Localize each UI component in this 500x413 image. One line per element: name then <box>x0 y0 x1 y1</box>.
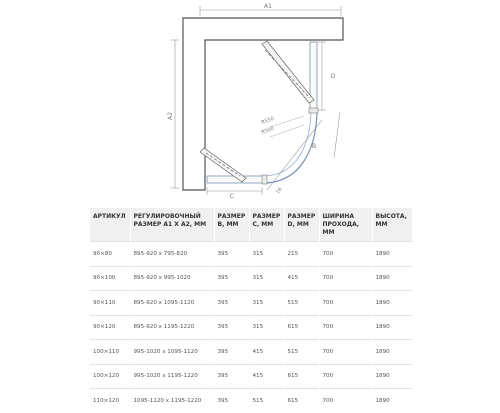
cell-passage-width: 700 <box>319 266 372 291</box>
cell-passage-width: 700 <box>319 389 372 413</box>
cell-adjust-size: 995-1020 x 1195-1220 <box>130 364 214 389</box>
cell-size-c: 415 <box>249 364 284 389</box>
header-size-c: РАЗМЕР C, ММ <box>249 208 284 242</box>
header-size-b: РАЗМЕР B, ММ <box>214 208 249 242</box>
dimension-d <box>318 42 326 110</box>
cell-article: 90×80 <box>90 242 130 267</box>
cell-height: 1890 <box>372 315 412 340</box>
hinge-top <box>309 108 318 113</box>
door-panel-top <box>262 41 314 103</box>
cell-article: 90×110 <box>90 291 130 316</box>
cell-size-b: 395 <box>214 389 249 413</box>
cell-size-c: 315 <box>249 291 284 316</box>
cell-adjust-size: 1095-1120 x 1195-1220 <box>130 389 214 413</box>
cell-adjust-size: 895-920 x 1095-1120 <box>130 291 214 316</box>
cell-height: 1890 <box>372 242 412 267</box>
table-row <box>90 315 412 340</box>
cell-size-d: 215 <box>284 242 319 267</box>
cell-size-b: 395 <box>214 315 249 340</box>
size-table <box>90 208 412 413</box>
header-height: ВЫСОТА, ММ <box>372 208 412 242</box>
cell-size-d: 515 <box>284 340 319 365</box>
cell-size-d: 515 <box>284 291 319 316</box>
cell-article: 90×100 <box>90 266 130 291</box>
cell-size-b: 395 <box>214 364 249 389</box>
header-passage-width: ШИРИНА ПРОХОДА, ММ <box>319 208 372 242</box>
cell-height: 1890 <box>372 364 412 389</box>
table-row <box>90 389 412 413</box>
cell-height: 1890 <box>372 340 412 365</box>
table-row <box>90 364 412 389</box>
cell-article: 100×120 <box>90 364 130 389</box>
dimension-c <box>207 187 262 195</box>
label-h: 16 <box>274 186 284 196</box>
table-row <box>90 266 412 291</box>
cell-height: 1890 <box>372 389 412 413</box>
hinge-bottom <box>262 175 267 184</box>
table-row <box>90 291 412 316</box>
cell-adjust-size: 895-920 x 1195-1220 <box>130 315 214 340</box>
cell-size-c: 315 <box>249 242 284 267</box>
table-row <box>90 340 412 365</box>
cell-size-b: 395 <box>214 340 249 365</box>
cell-height: 1890 <box>372 266 412 291</box>
cell-adjust-size: 895-920 x 795-820 <box>130 242 214 267</box>
cell-size-d: 615 <box>284 315 319 340</box>
cell-size-b: 395 <box>214 266 249 291</box>
cell-article: 100×110 <box>90 340 130 365</box>
cell-size-d: 415 <box>284 266 319 291</box>
cell-size-c: 315 <box>249 315 284 340</box>
cell-adjust-size: 995-1020 x 1095-1120 <box>130 340 214 365</box>
label-b: B <box>311 143 317 150</box>
cell-size-b: 395 <box>214 242 249 267</box>
cell-size-c: 315 <box>249 266 284 291</box>
cell-passage-width: 700 <box>319 364 372 389</box>
cell-passage-width: 700 <box>319 340 372 365</box>
label-r500: R500 <box>260 125 275 136</box>
table-header-row <box>90 208 412 242</box>
cell-passage-width: 700 <box>319 315 372 340</box>
cell-passage-width: 700 <box>319 242 372 267</box>
header-article: АРТИКУЛ <box>90 208 130 242</box>
cell-size-d: 615 <box>284 389 319 413</box>
header-adjust-size: РЕГУЛИРОВОЧНЫЙ РАЗМЕР A1 X A2, ММ <box>130 208 214 242</box>
cell-height: 1890 <box>372 291 412 316</box>
radius-lines <box>270 116 304 137</box>
cell-article: 90×120 <box>90 315 130 340</box>
header-size-d: РАЗМЕР D, ММ <box>284 208 319 242</box>
label-d: D <box>330 73 336 80</box>
cell-size-d: 615 <box>284 364 319 389</box>
cell-size-c: 415 <box>249 340 284 365</box>
cell-adjust-size: 895-920 x 995-1020 <box>130 266 214 291</box>
dimension-b <box>267 112 340 190</box>
label-a1: A1 <box>264 3 272 10</box>
cell-article: 110×120 <box>90 389 130 413</box>
cell-size-b: 395 <box>214 291 249 316</box>
label-r550: R550 <box>260 115 275 126</box>
cell-size-c: 515 <box>249 389 284 413</box>
shower-technical-drawing <box>0 0 500 205</box>
label-c: C <box>229 193 235 200</box>
cell-passage-width: 700 <box>319 291 372 316</box>
table-row <box>90 242 412 267</box>
label-a2: A2 <box>167 112 174 120</box>
